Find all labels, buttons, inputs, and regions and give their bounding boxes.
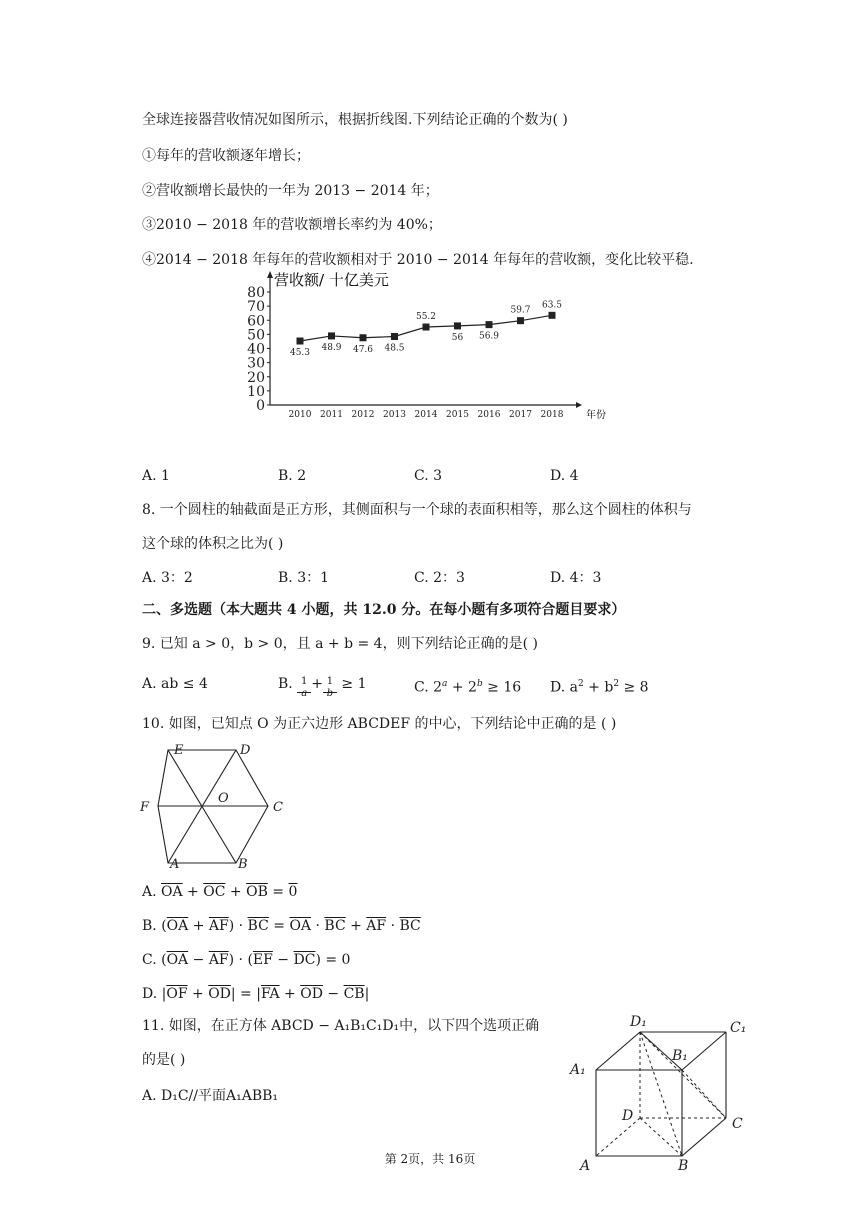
- chart-axes: [267, 271, 582, 408]
- chart-y-tick-label: 10: [247, 383, 265, 400]
- q8-stem-line1: 8. 一个圆柱的轴截面是正方形，其侧面积与一个球的表面积相等，那么这个圆柱的体积与: [142, 502, 692, 518]
- page-footer: 第 2页，共 16页: [384, 1152, 476, 1166]
- chart-x-tick-label: 2014: [414, 410, 438, 420]
- chart-data-label: 45.3: [289, 348, 311, 359]
- chart-x-tick-label: 2017: [509, 410, 532, 420]
- q7-stem: 全球连接器营收情况如图所示，根据折线图.下列结论正确的个数为( ): [142, 112, 568, 128]
- chart-x-tick-label: 2018: [540, 410, 564, 420]
- hex-label-b: B: [238, 857, 248, 870]
- chart-data-label: 59.7: [510, 305, 531, 316]
- cube-label-a: A: [580, 1158, 591, 1174]
- q9-option-c: C. $2^a + 2^b \ge 16$: [414, 679, 522, 696]
- hexagon-diagram: [136, 740, 296, 870]
- q7-option-a: A. 1: [142, 468, 170, 484]
- fraction-1-over-a: 1 a: [297, 674, 311, 694]
- q9-option-d: D. $a^2 + b^2 \ge 8$: [550, 679, 649, 696]
- q10-option-d: D. $|\overline{OF} + \overline{OD}| = |\overline{FA} + \overline{OD} - \overline{CB}|$: [142, 986, 370, 1002]
- chart-x-tick-label: 2016: [477, 410, 501, 420]
- chart-y-tick-label: 50: [247, 327, 265, 344]
- q8-option-b: B. 3：1: [278, 570, 330, 586]
- chart-x-tick-label: 2015: [446, 410, 469, 420]
- q11-stem-line1: 11. 如图，在正方体 ABCD − A₁B₁C₁D₁中，以下四个选项正确: [142, 1018, 540, 1034]
- q11-option-a: A. D₁C//平面A₁ABB₁: [142, 1088, 279, 1104]
- q8-stem-line2: 这个球的体积之比为( ): [142, 536, 284, 552]
- cube-edge-a1-d1: [596, 1032, 640, 1070]
- chart-point-marker: [454, 322, 461, 329]
- chart-data-label: 47.6: [352, 344, 374, 355]
- cube-label-d: D: [622, 1108, 634, 1124]
- q10-option-b: B. $(\overline{OA} + \overline{AF}) \cdot \overline{BC} = \overline{OA} \cdot \overline{BC} + \overline{AF} \cdot \overline{BC}$: [142, 918, 421, 934]
- chart-y-tick-label: 0: [256, 398, 265, 414]
- chart-point-marker: [549, 312, 556, 319]
- chart-x-tick-label: 2010: [288, 410, 312, 420]
- chart-x-axis-arrow: [576, 402, 582, 408]
- q10-option-c: C. $(\overline{OA} - \overline{AF}) \cdot (\overline{EF} - \overline{DC}) = 0$: [142, 952, 351, 968]
- q10-option-a: A. $\overline{OA} + \overline{OC} + \overline{OB} = 0$: [142, 884, 298, 900]
- chart-data-label: 48.9: [321, 342, 342, 353]
- hex-label-e: E: [174, 743, 184, 758]
- chart-series: [290, 300, 562, 358]
- section-2-heading: 二、多选题（本大题共 4 小题，共 12.0 分。在每小题有多项符合题目要求）: [142, 602, 626, 618]
- fraction-1-over-b: 1 b: [323, 674, 337, 694]
- cube-label-d1: D₁: [630, 1014, 647, 1030]
- q7-option-c: C. 3: [414, 468, 443, 484]
- chart-y-tick-label: 60: [247, 313, 265, 330]
- q11-stem-line2: 的是( ): [142, 1052, 186, 1068]
- q9-stem: 9. 已知 a > 0，b > 0，且 a + b = 4，则下列结论正确的是( ): [142, 636, 538, 652]
- chart-y-tick-label: 40: [247, 341, 265, 358]
- q9-options: [142, 674, 762, 699]
- chart-xlabel: 年份: [586, 410, 606, 421]
- hex-label-o: O: [218, 791, 229, 806]
- cube-label-b1: B₁: [672, 1048, 688, 1064]
- q7-statement-4: ④2014 − 2018 年每年的营收额相对于 2010 − 2014 年每年的营收额，变化比较平稳.: [142, 252, 694, 268]
- q9-option-b: B. 1 a + 1 b ≥ 1: [278, 674, 366, 694]
- q7-statement-2: ②营收额增长最快的一年为 2013 − 2014 年；: [142, 183, 439, 199]
- cube-edge-c1-b1: [682, 1032, 726, 1070]
- cube-label-b: B: [678, 1158, 689, 1174]
- q7-option-b: B. 2: [278, 468, 307, 484]
- chart-y-axis-arrow: [267, 271, 273, 278]
- chart-y-tick-label: 80: [247, 285, 265, 301]
- chart-x-tick-label: 2013: [383, 410, 406, 420]
- revenue-line-chart: [240, 268, 620, 428]
- hex-label-c: C: [273, 800, 283, 815]
- chart-data-label: 63.5: [541, 300, 563, 311]
- chart-y-tick-label: 30: [247, 355, 265, 372]
- q9-option-a: A. ab ≤ 4: [142, 676, 208, 692]
- chart-x-tick-label: 2011: [320, 410, 343, 420]
- cube-label-a1: A₁: [570, 1062, 586, 1078]
- chart-point-marker: [486, 321, 493, 328]
- cube-front-face: [596, 1070, 682, 1156]
- q7-options: [142, 466, 762, 486]
- chart-point-marker: [517, 317, 524, 324]
- cube-hidden-d1-c: [640, 1032, 726, 1118]
- chart-ylabel: 营收额/ 十亿美元: [274, 271, 389, 289]
- cube-hidden-b1-c: [682, 1070, 726, 1118]
- q7-statement-1: ①每年的营收额逐年增长；: [142, 148, 310, 164]
- chart-point-marker: [328, 332, 335, 339]
- chart-data-label: 48.5: [384, 343, 405, 354]
- chart-y-tick-label: 20: [247, 369, 265, 386]
- cube-label-c1: C₁: [730, 1020, 747, 1036]
- q8-option-a: A. 3：2: [142, 570, 193, 586]
- chart-point-marker: [423, 324, 430, 331]
- q8-option-d: D. 4：3: [550, 570, 602, 586]
- chart-data-label: 56: [451, 332, 464, 343]
- chart-point-marker: [391, 333, 398, 340]
- q7-statement-3: ③2010 − 2018 年的营收额增长率约为 40%；: [142, 217, 442, 233]
- cube-label-c: C: [732, 1116, 743, 1132]
- hex-label-a: A: [170, 857, 180, 870]
- chart-point-marker: [297, 338, 304, 345]
- q8-options: [142, 568, 762, 588]
- chart-data-label: 55.2: [415, 312, 437, 323]
- hex-label-d: D: [240, 743, 251, 758]
- chart-x-tick-label: 2012: [351, 410, 375, 420]
- q10-stem: 10. 如图，已知点 O 为正六边形 ABCDEF 的中心，下列结论中正确的是 ( ): [142, 716, 617, 732]
- chart-point-marker: [360, 334, 367, 341]
- q7-option-d: D. 4: [550, 468, 579, 484]
- chart-data-label: 56.9: [478, 331, 500, 342]
- chart-y-tick-label: 70: [247, 299, 265, 316]
- q8-option-c: C. 2：3: [414, 570, 465, 586]
- hex-label-f: F: [140, 800, 150, 815]
